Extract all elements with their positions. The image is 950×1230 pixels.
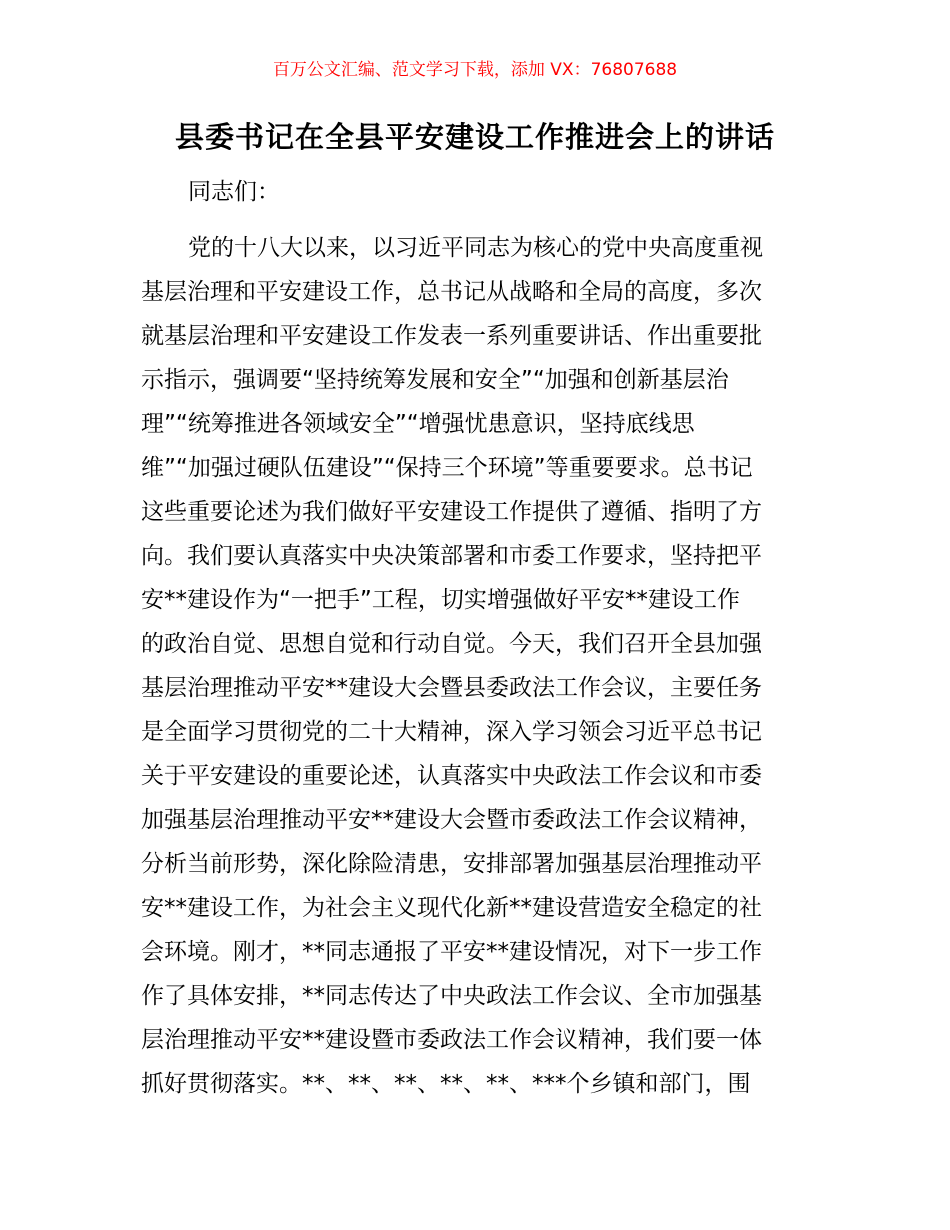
body-line: 是全面学习贯彻党的二十大精神，深入学习领会习近平总书记	[141, 719, 762, 745]
body-line: 会环境。刚才，**同志通报了平安**建设情况，对下一步工作	[141, 939, 762, 965]
body-line: 加强基层治理推动平安**建设大会暨市委政法工作会议精神，	[141, 807, 762, 833]
body-text	[141, 226, 811, 1106]
body-line: 作了具体安排，**同志传达了中央政法工作会议、全市加强基	[141, 983, 762, 1009]
salutation: 同志们：	[188, 179, 280, 205]
document-title: 县委书记在全县平安建设工作推进会上的讲话	[174, 120, 775, 154]
body-line: 抓好贯彻落实。**、**、**、**、**、***个乡镇和部门，围	[141, 1071, 751, 1097]
body-line: 安**建设作为“一把手”工程，切实增强做好平安**建设工作	[141, 587, 740, 613]
body-line: 的政治自觉、思想自觉和行动自觉。今天，我们召开全县加强	[141, 631, 762, 657]
body-line: 这些重要论述为我们做好平安建设工作提供了遵循、指明了方	[141, 499, 762, 525]
body-line: 示指示，强调要“坚持统筹发展和安全”“加强和创新基层治	[141, 367, 729, 393]
body-line: 维”“加强过硬队伍建设”“保持三个环境”等重要要求。总书记	[141, 455, 753, 481]
body-line: 安**建设工作，为社会主义现代化新**建设营造安全稳定的社	[141, 895, 762, 921]
body-line: 基层治理推动平安**建设大会暨县委政法工作会议，主要任务	[141, 675, 762, 701]
body-line: 分析当前形势，深化除险清患，安排部署加强基层治理推动平	[141, 851, 762, 877]
body-line: 层治理推动平安**建设暨市委政法工作会议精神，我们要一体	[141, 1027, 762, 1053]
header-banner: 百万公文汇编、范文学习下载，添加 VX：76807688	[272, 60, 678, 80]
body-line: 就基层治理和平安建设工作发表一系列重要讲话、作出重要批	[141, 323, 762, 349]
body-line: 党的十八大以来，以习近平同志为核心的党中央高度重视	[188, 235, 763, 261]
body-line: 关于平安建设的重要论述，认真落实中央政法工作会议和市委	[141, 763, 762, 789]
body-line: 基层治理和平安建设工作，总书记从战略和全局的高度，多次	[141, 279, 762, 305]
body-line: 理”“统筹推进各领域安全”“增强忧患意识，坚持底线思	[141, 411, 695, 437]
body-line: 向。我们要认真落实中央决策部署和市委工作要求，坚持把平	[141, 543, 762, 569]
